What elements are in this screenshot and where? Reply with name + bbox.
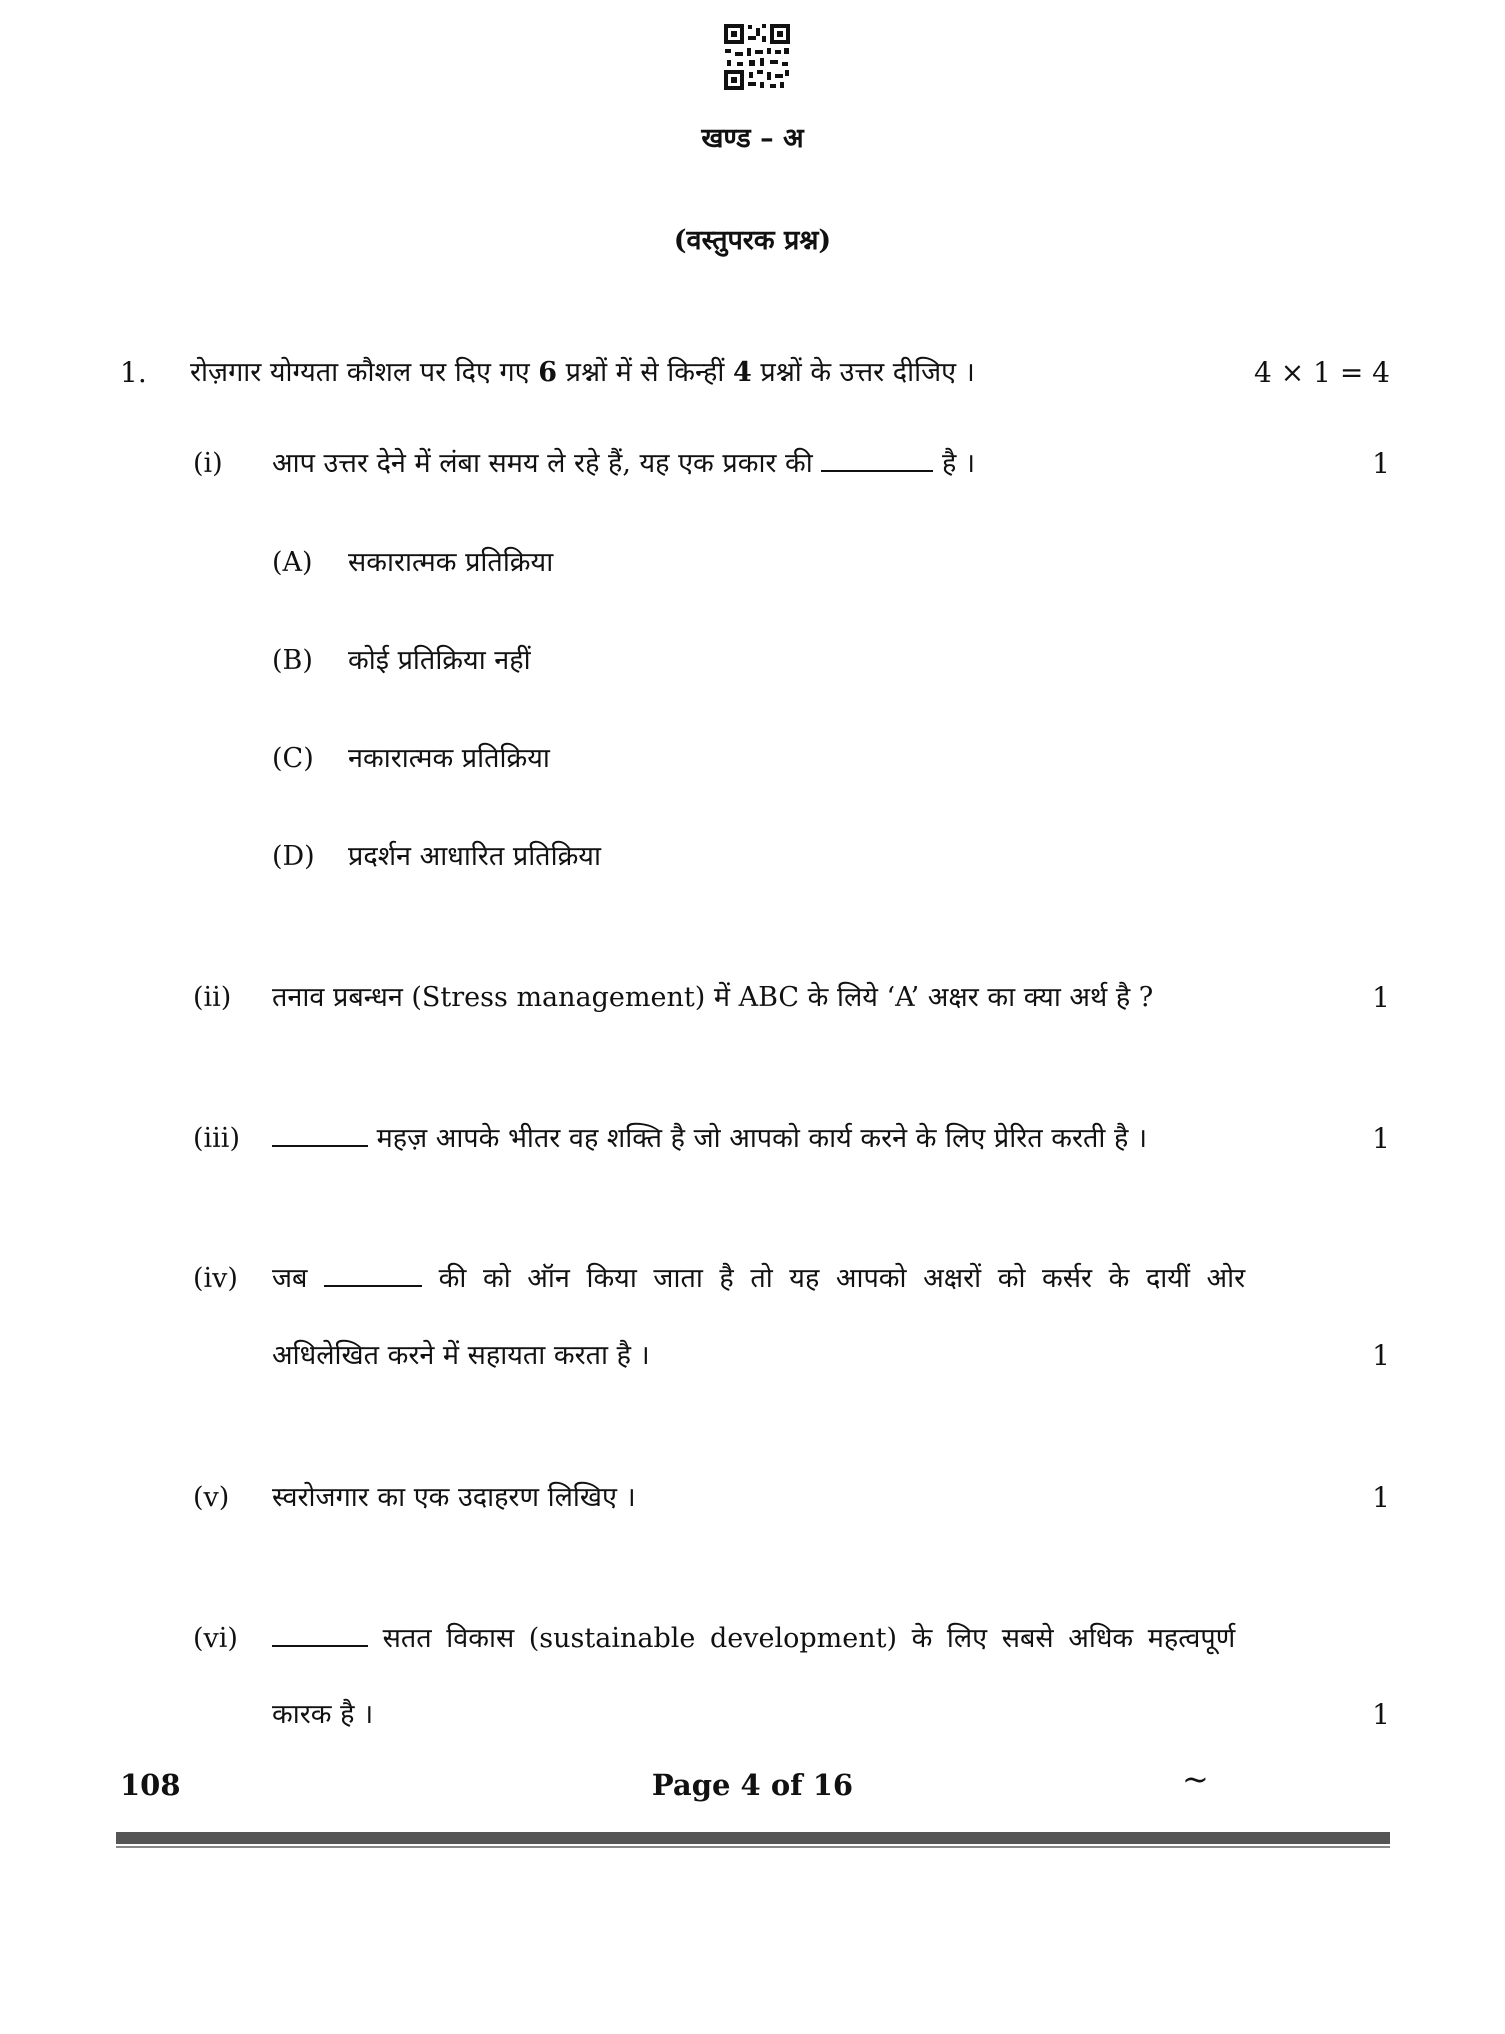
- question-text: रोज़गार योग्यता कौशल पर दिए गए 6 प्रश्नों में से किन्हीं 4 प्रश्नों के उत्तर दीजिए ।: [190, 357, 975, 388]
- subq-i-text: आप उत्तर देने में लंबा समय ले रहे हैं, यह एक प्रकार की है ।: [272, 448, 976, 479]
- section-subtitle: (वस्तुपरक प्रश्न): [673, 225, 832, 256]
- subq-iii-text: महज़ आपके भीतर वह शक्ति है जो आपको कार्य करने के लिए प्रेरित करती है ।: [272, 1122, 1147, 1156]
- option-c-text: नकारात्मक प्रतिक्रिया: [348, 743, 550, 774]
- subq-iv-text-line2: अधिलेखित करने में सहायता करता है ।: [272, 1340, 650, 1371]
- subq-iv-number: (iv): [193, 1263, 238, 1294]
- answer-blank: [821, 448, 933, 472]
- option-b-label: (B): [272, 645, 313, 676]
- qr-code: [722, 22, 792, 92]
- subq-ii-text: तनाव प्रबन्धन (Stress management) में ABC के लिये ‘A’ अक्षर का क्या अर्थ है ?: [272, 982, 1154, 1013]
- subq-iii-number: (iii): [193, 1123, 240, 1154]
- subq-i-number: (i): [193, 448, 223, 479]
- subq-ii-number: (ii): [193, 982, 232, 1013]
- subq-vi-marks: 1: [1372, 1698, 1390, 1731]
- page-number: Page 4 of 16: [651, 1768, 854, 1802]
- option-d-label: (D): [272, 841, 315, 872]
- answer-blank: [324, 1263, 422, 1287]
- footer-rule-thin: [116, 1846, 1390, 1848]
- subq-v-text: स्वरोजगार का एक उदाहरण लिखिए ।: [272, 1482, 636, 1513]
- answer-blank: [272, 1123, 368, 1147]
- answer-blank: [272, 1623, 368, 1647]
- option-a-label: (A): [272, 547, 313, 578]
- subq-vi-number: (vi): [193, 1623, 238, 1654]
- option-a-text: सकारात्मक प्रतिक्रिया: [348, 547, 554, 578]
- footer-tilde: ~: [1182, 1760, 1209, 1798]
- question-number: 1.: [120, 356, 147, 389]
- question-marks: 4 × 1 = 4: [1254, 356, 1390, 389]
- subq-iv-marks: 1: [1372, 1339, 1390, 1372]
- subq-v-marks: 1: [1372, 1481, 1390, 1514]
- subq-iv-text: जब की को ऑन किया जाता है तो यह आपको अक्षरों को कर्सर के दायीं ओर: [272, 1263, 1246, 1294]
- subq-v-number: (v): [193, 1482, 230, 1513]
- paper-code: 108: [120, 1768, 181, 1802]
- subq-vi-text: सतत विकास (sustainable development) के लिए सबसे अधिक महत्वपूर्ण: [272, 1622, 1235, 1656]
- option-c-label: (C): [272, 743, 314, 774]
- section-heading: खण्ड – अ: [701, 123, 804, 154]
- subq-ii-marks: 1: [1372, 981, 1390, 1014]
- subq-vi-text-line2: कारक है ।: [272, 1699, 374, 1730]
- subq-iii-marks: 1: [1372, 1122, 1390, 1155]
- option-d-text: प्रदर्शन आधारित प्रतिक्रिया: [348, 841, 601, 872]
- subq-i-marks: 1: [1372, 447, 1390, 480]
- footer-rule: [116, 1832, 1390, 1844]
- option-b-text: कोई प्रतिक्रिया नहीं: [348, 645, 531, 676]
